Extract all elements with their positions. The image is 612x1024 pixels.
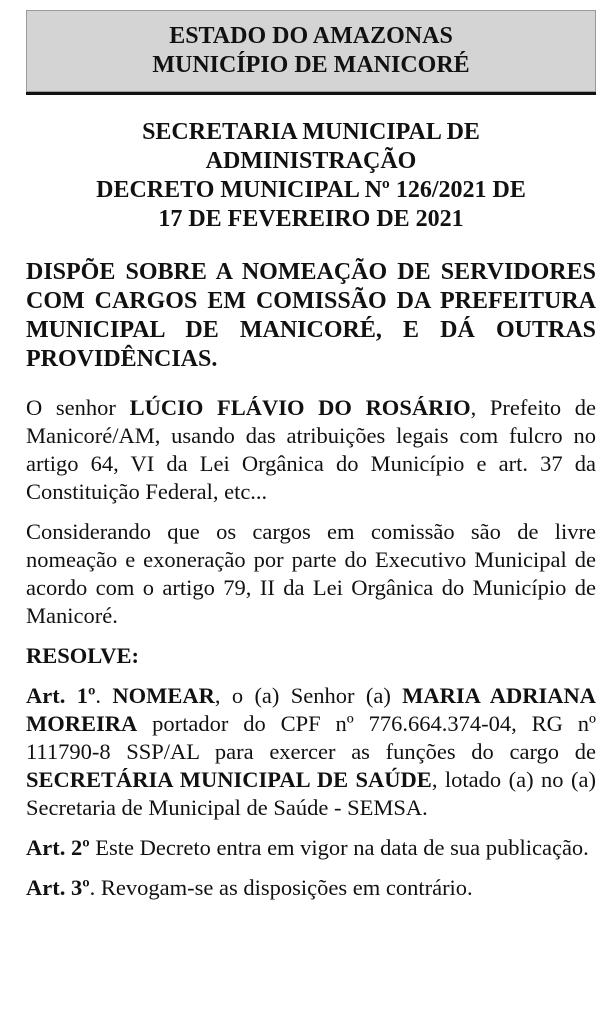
article-2-label: Art. 2º [26, 835, 90, 860]
resolve-heading: RESOLVE: [26, 643, 139, 668]
article-1-text-2: portador do CPF nº 776.664.374-04, RG nº 111790-8 SSP/AL para exercer as funções do cargo de [26, 711, 596, 764]
article-1-label: Art. 1º [26, 683, 96, 708]
article-3 [26, 874, 596, 902]
article-2-text: Este Decreto entra em vigor na data de sua publicação. [89, 835, 589, 860]
position-title: SECRETÁRIA MUNICIPAL DE SAÚDE [26, 767, 432, 792]
article-1-text-3: , lotado (a) no (a) Secretaria de Municipal de Saúde - SEMSA. [26, 767, 596, 820]
appointee-name: MARIA ADRIANA MOREIRA [26, 683, 597, 736]
decree-date: 17 DE FEVEREIRO DE 2021 [158, 206, 464, 232]
article-1-verb: NOMEAR [112, 683, 215, 708]
article-1-sep: . [95, 683, 113, 708]
secretariat-line-1: SECRETARIA MUNICIPAL DE [142, 119, 480, 145]
article-3-label: Art. 3º [26, 875, 90, 900]
article-1-text-1: , o (a) Senhor (a) [214, 683, 403, 708]
decree-body [26, 258, 596, 914]
article-2 [26, 834, 596, 862]
state-name: ESTADO DO AMAZONAS [169, 23, 453, 49]
article-1 [26, 682, 596, 822]
preamble-paragraph [26, 394, 596, 506]
mayor-name: LÚCIO FLÁVIO DO ROSÁRIO [129, 395, 471, 420]
preamble-pre: O senhor [26, 395, 130, 420]
municipality-name: MUNICÍPIO DE MANICORÉ [152, 52, 470, 78]
article-3-text: . Revogam-se as disposições em contrário. [89, 875, 473, 900]
header-divider [26, 92, 596, 95]
ementa: DISPÕE SOBRE A NOMEAÇÃO DE SERVIDORES COM CARGOS EM COMISSÃO DA PREFEITURA MUNICIPAL DE MANICORÉ, E DÁ OUTRAS PROVIDÊNCIAS. [26, 259, 596, 372]
state-header-box [26, 10, 596, 92]
decree-number: DECRETO MUNICIPAL Nº 126/2021 DE [96, 177, 526, 203]
preamble-post: , Prefeito de Manicoré/AM, usando das atribuições legais com fulcro no artigo 64, VI da Lei Orgânica do Município e art. 37 da Constituição Federal, etc... [26, 395, 597, 504]
considerando-paragraph: Considerando que os cargos em comissão são de livre nomeação e exoneração por parte do Executivo Municipal de acordo com o artigo 79, II da Lei Orgânica do Município de Manicoré. [26, 519, 596, 628]
secretariat-line-2: ADMINISTRAÇÃO [205, 148, 417, 174]
decree-title [26, 118, 596, 234]
